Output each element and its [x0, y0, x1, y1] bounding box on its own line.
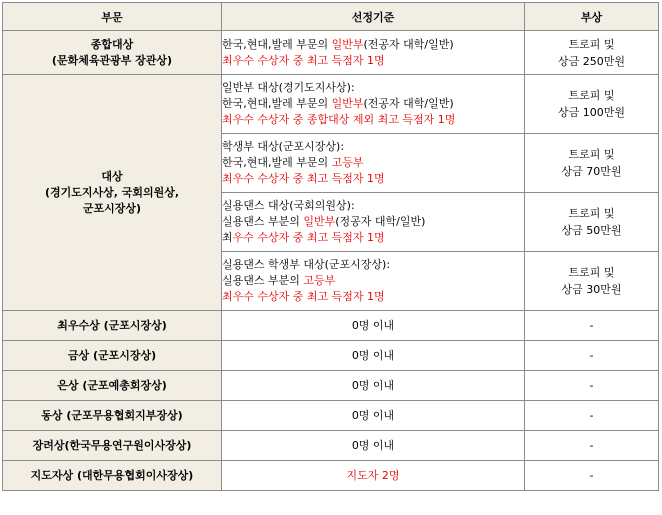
criteria-text: (전공자 대학/일반) — [363, 37, 454, 51]
prize-line: 트로피 및 — [568, 207, 615, 220]
criteria-cell: 0명 이내 — [222, 371, 525, 401]
header-category: 부문 — [3, 3, 222, 31]
criteria-line: 실용댄스 학생부 대상(군포시장상): — [222, 258, 391, 271]
header-criteria: 선정기준 — [222, 3, 525, 31]
criteria-highlight: 고등부 — [331, 156, 364, 169]
prize-cell — [525, 31, 659, 75]
criteria-line — [222, 37, 524, 53]
category-cell: 지도자상 (대한무용협회이사장상) — [3, 461, 222, 491]
prize-line: 상금 70만원 — [561, 165, 622, 178]
table-row — [3, 431, 659, 461]
prize-cell: - — [525, 371, 659, 401]
prize-cell: - — [525, 311, 659, 341]
criteria-highlight: 고등부 — [303, 274, 336, 287]
criteria-highlight: 일반부 — [303, 215, 336, 228]
criteria-line: 실용댄스 대상(국회의원상): — [222, 199, 355, 212]
criteria-cell — [222, 252, 525, 311]
category-cell: 금상 (군포시장상) — [3, 341, 222, 371]
category-line: 종합대상 — [90, 37, 134, 51]
criteria-text: 실용댄스 부분의 — [222, 215, 304, 228]
prize-line: 상금 50만원 — [561, 224, 622, 237]
prize-line: 트로피 및 — [568, 266, 615, 279]
criteria-line — [222, 96, 524, 112]
criteria-text: 최 — [222, 231, 233, 244]
criteria-text: 한국,현대,발레 부문의 — [222, 156, 332, 169]
prize-line: 상금 30만원 — [561, 283, 622, 296]
prize-cell: - — [525, 431, 659, 461]
prize-cell — [525, 193, 659, 252]
table-row — [3, 31, 659, 75]
criteria-text: 한국,현대,발레 부문의 — [222, 97, 332, 110]
criteria-line: 일반부 대상(경기도지사상): — [222, 81, 355, 94]
category-cell: 최우수상 (군포시장상) — [3, 311, 222, 341]
criteria-text: 한국,현대,발레 부문의 — [222, 37, 332, 51]
criteria-highlight: 일반부 — [331, 97, 364, 110]
prize-line: 상금 100만원 — [558, 106, 625, 119]
criteria-highlight: 우수 수상자 중 최고 득점자 1명 — [232, 231, 385, 244]
criteria-cell: 0명 이내 — [222, 431, 525, 461]
prize-cell: - — [525, 461, 659, 491]
criteria-line: 최우수 수상자 중 최고 득점자 1명 — [222, 172, 385, 185]
category-cell: 동상 (군포무용협회지부장상) — [3, 401, 222, 431]
criteria-cell: 0명 이내 — [222, 401, 525, 431]
criteria-text: (정공자 대학/일반) — [335, 215, 426, 228]
table-row — [3, 461, 659, 491]
table-row — [3, 75, 659, 134]
criteria-line — [222, 214, 524, 230]
criteria-line: 최우수 수상자 중 종합대상 제외 최고 득점자 1명 — [222, 113, 456, 126]
category-cell: 은상 (군포예총회장상) — [3, 371, 222, 401]
category-cell — [3, 75, 222, 311]
prize-cell — [525, 134, 659, 193]
criteria-cell — [222, 75, 525, 134]
criteria-cell — [222, 193, 525, 252]
criteria-text: (전공자 대학/일반) — [363, 97, 454, 110]
prize-cell — [525, 75, 659, 134]
criteria-line: 최우수 수상자 중 최고 득점자 1명 — [222, 53, 385, 67]
prize-line: 트로피 및 — [568, 89, 615, 102]
prize-line: 상금 250만원 — [558, 54, 625, 68]
awards-table — [2, 2, 659, 491]
criteria-cell — [222, 31, 525, 75]
table-row — [3, 401, 659, 431]
category-line: 대상 — [101, 169, 123, 183]
prize-line: 트로피 및 — [568, 37, 615, 51]
header-row — [3, 3, 659, 31]
criteria-line — [222, 230, 524, 246]
table-row — [3, 371, 659, 401]
criteria-cell: 0명 이내 — [222, 311, 525, 341]
prize-line: 트로피 및 — [568, 148, 615, 161]
category-line: (경기도지사상, 국회의원상, — [44, 185, 180, 199]
category-line: 군포시장상) — [82, 201, 142, 215]
prize-cell — [525, 252, 659, 311]
criteria-highlight: 일반부 — [331, 37, 364, 51]
criteria-line: 최우수 수상자 중 최고 득점자 1명 — [222, 290, 385, 303]
prize-cell: - — [525, 401, 659, 431]
criteria-line — [222, 155, 524, 171]
table-row — [3, 311, 659, 341]
criteria-line — [222, 273, 524, 289]
criteria-cell — [222, 134, 525, 193]
category-cell: 장려상(한국무용연구원이사장상) — [3, 431, 222, 461]
category-line: (문화체육관광부 장관상) — [51, 53, 173, 67]
table-row — [3, 341, 659, 371]
criteria-cell: 지도자 2명 — [222, 461, 525, 491]
criteria-line: 학생부 대상(군포시장상): — [222, 140, 345, 153]
header-prize: 부상 — [525, 3, 659, 31]
criteria-text: 실용댄스 부분의 — [222, 274, 304, 287]
category-cell — [3, 31, 222, 75]
prize-cell: - — [525, 341, 659, 371]
criteria-cell: 0명 이내 — [222, 341, 525, 371]
